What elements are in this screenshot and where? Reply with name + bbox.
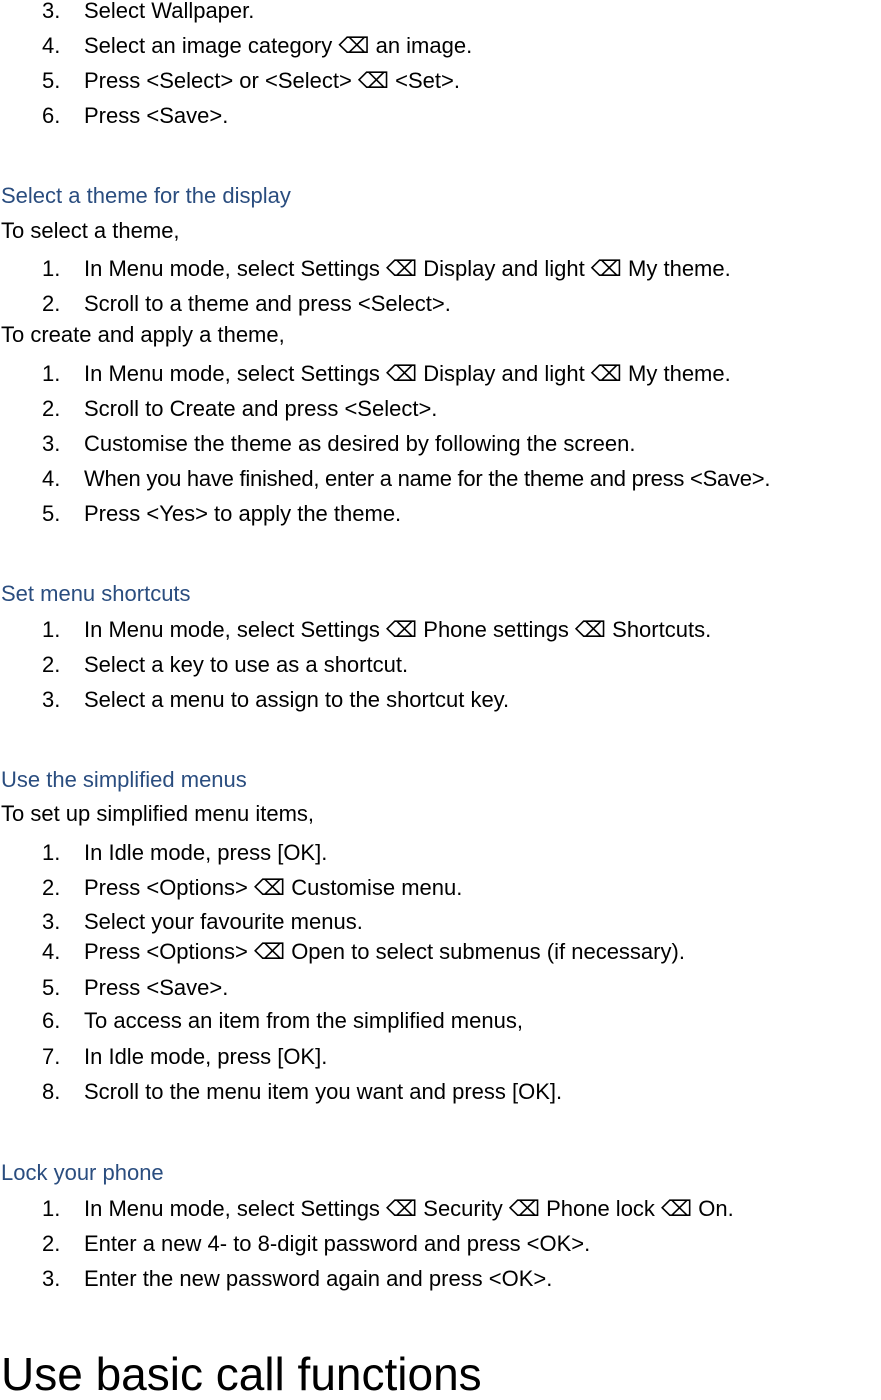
intro-select-theme: To select a theme, (1, 218, 180, 243)
section-heading-simplified: Use the simplified menus (1, 767, 247, 792)
chapter-title: Use basic call functions (1, 1348, 482, 1400)
intro-simplified: To set up simplified menu items, (1, 801, 315, 826)
section-heading-theme: Select a theme for the display (1, 183, 291, 208)
section-heading-shortcuts: Set menu shortcuts (1, 581, 191, 606)
intro-create-theme: To create and apply a theme, (1, 322, 285, 347)
section-heading-lock: Lock your phone (1, 1160, 164, 1185)
